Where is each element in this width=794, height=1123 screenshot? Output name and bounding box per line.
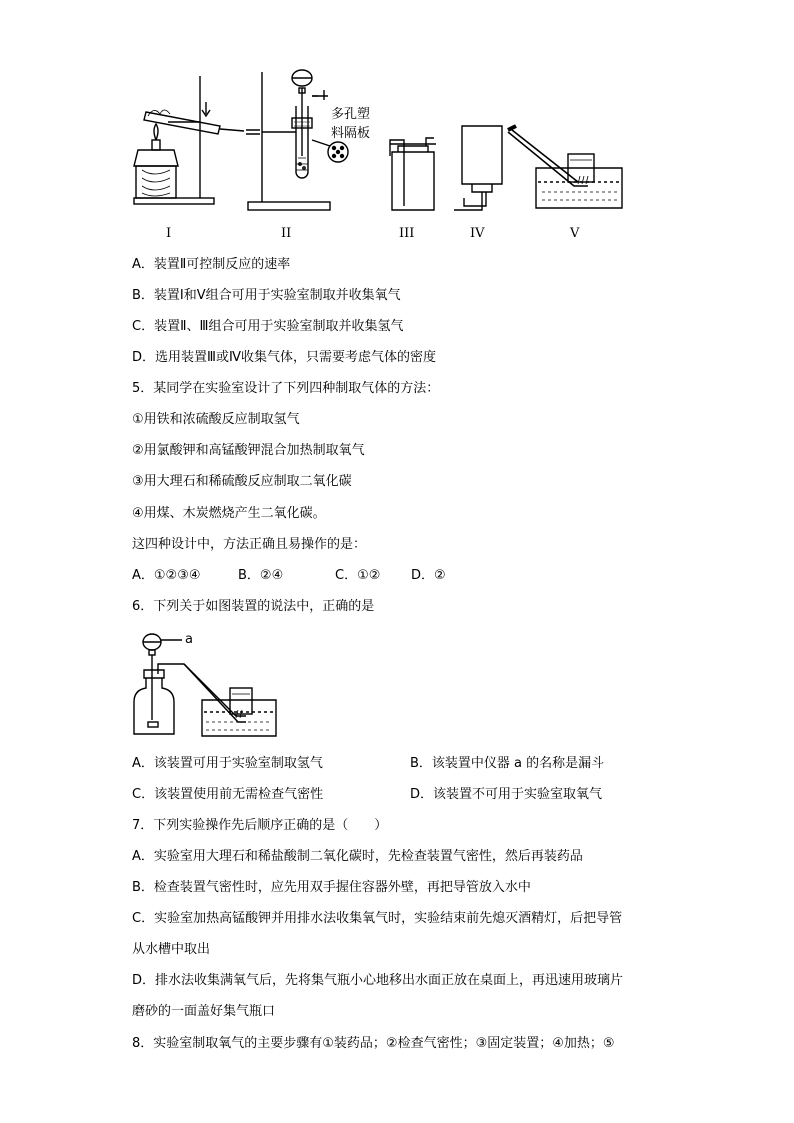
q6-option-d: D．该装置不可用于实验室取氧气 (410, 787, 603, 802)
q4-option-a: A．装置Ⅱ可控制反应的速率 (132, 257, 291, 272)
q5-option-a: A．①②③④ (132, 568, 201, 583)
q5-option-b: B．②④ (238, 568, 284, 583)
q4-option-b: B．装置Ⅰ和Ⅴ组合可用于实验室制取并收集氧气 (132, 288, 401, 303)
q5-item-3: ③用大理石和稀硫酸反应制取二氧化碳 (132, 474, 352, 489)
q4-option-d: D．选用装置Ⅲ或Ⅳ收集气体，只需要考虑气体的密度 (132, 350, 436, 365)
figure-label-1: I (166, 226, 172, 241)
q5-option-c: C．①② (335, 568, 381, 583)
q7-option-c-line1: C．实验室加热高锰酸钾并用排水法收集氧气时，实验结束前先熄灭酒精灯，后把导管 (132, 911, 623, 926)
q6-option-a: A．该装置可用于实验室制取氢气 (132, 756, 323, 771)
q5-item-1: ①用铁和浓硫酸反应制取氢气 (132, 412, 300, 427)
q7-stem: 7．下列实验操作先后顺序正确的是（ ） (132, 818, 388, 833)
q6-option-b: B．该装置中仪器 a 的名称是漏斗 (410, 756, 605, 771)
q7-option-c-line2: 从水槽中取出 (132, 942, 211, 957)
q5-item-2: ②用氯酸钾和高锰酸钾混合加热制取氧气 (132, 443, 365, 458)
porous-plate-annotation-line1: 多孔塑 (331, 107, 371, 122)
q5-option-d: D．② (411, 568, 446, 583)
q4-option-c: C．装置Ⅱ、Ⅲ组合可用于实验室制取并收集氢气 (132, 319, 404, 334)
q7-option-d-line1: D．排水法收集满氧气后，先将集气瓶小心地移出水面正放在桌面上，再迅速用玻璃片 (132, 973, 624, 988)
q5-item-4: ④用煤、木炭燃烧产生二氧化碳。 (132, 506, 326, 521)
q8-stem: 8．实验室制取氧气的主要步骤有①装药品；②检查气密性；③固定装置；④加热；⑤ (132, 1036, 615, 1051)
q7-option-d-line2: 磨砂的一面盖好集气瓶口 (132, 1004, 276, 1019)
apparatus-figure-2 (132, 630, 282, 740)
q6-stem: 6．下列关于如图装置的说法中，正确的是 (132, 599, 375, 614)
q5-question: 这四种设计中，方法正确且易操作的是： (132, 537, 367, 552)
figure-label-4: IV (470, 226, 485, 241)
q5-stem: 5．某同学在实验室设计了下列四种制取气体的方法： (132, 381, 440, 396)
figure-label-3: III (399, 226, 415, 241)
figure-label-5: V (570, 226, 580, 241)
figure-label-2: II (281, 226, 292, 241)
q6-figure-label-a: a (185, 632, 193, 647)
q7-option-a: A．实验室用大理石和稀盐酸制二氧化碳时，先检查装置气密性，然后再装药品 (132, 849, 583, 864)
porous-plate-annotation-line2: 料隔板 (331, 126, 371, 141)
q7-option-b: B．检查装置气密性时，应先用双手握住容器外壁，再把导管放入水中 (132, 880, 531, 895)
q6-option-c: C．该装置使用前无需检查气密性 (132, 787, 324, 802)
